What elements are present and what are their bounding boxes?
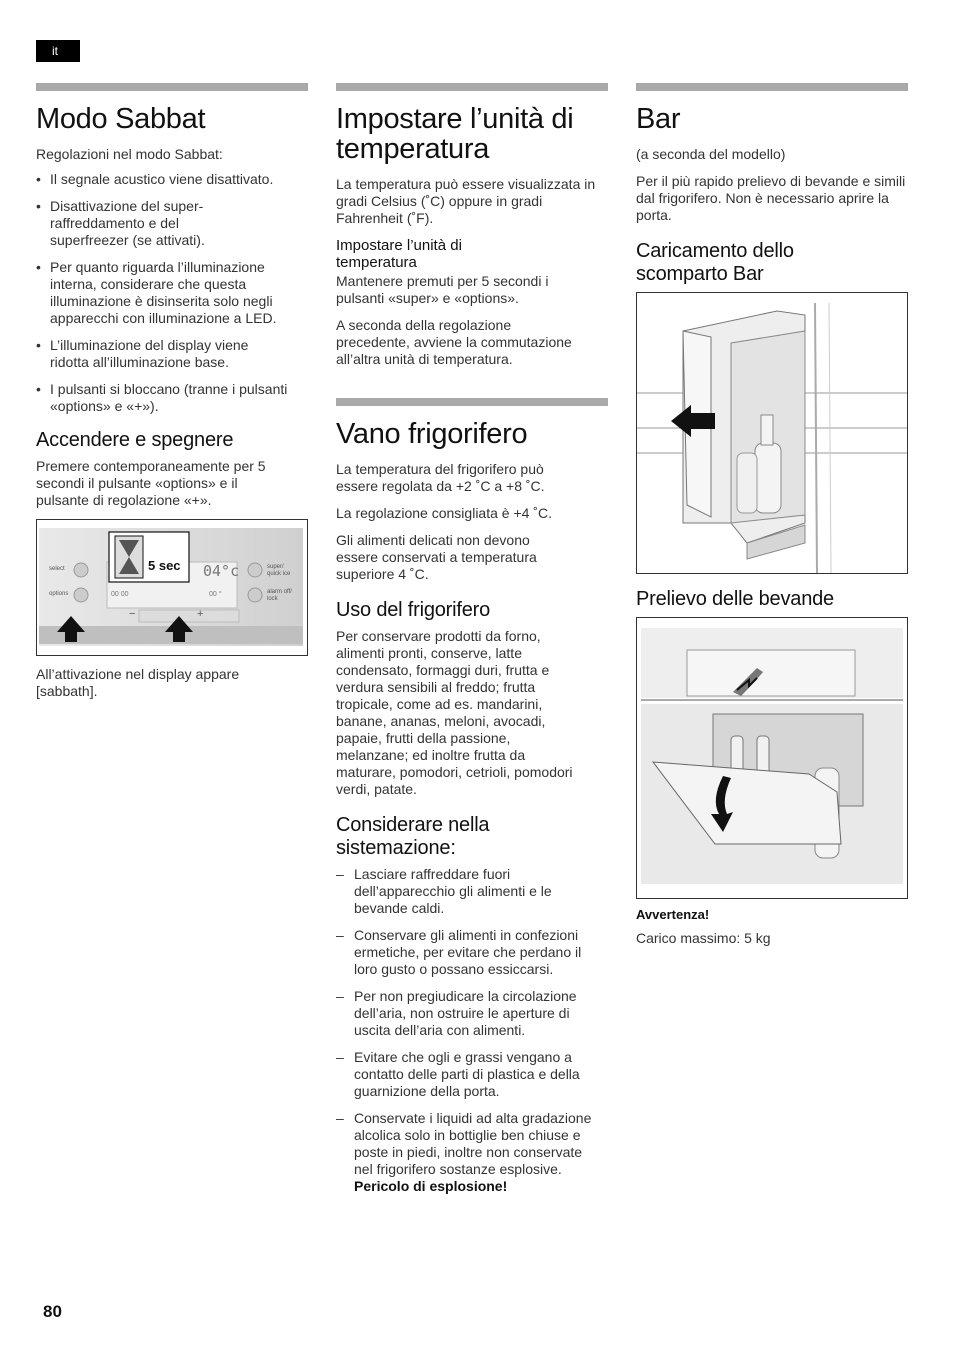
- super-button-label: super/ quick ice: [267, 564, 291, 577]
- control-panel-figure: [36, 519, 308, 656]
- figure-caption: All’attivazione nel display appare [sabbath].: [36, 666, 240, 699]
- list-item: • Disattivazione del super-raffreddamento e del superfreezer (se attivati).: [36, 198, 220, 249]
- list-item: – Lasciare raffreddare fuori dell’apparecchio gli alimenti e le bevande caldi.: [336, 866, 554, 917]
- list-item: • L’illuminazione del display viene ridotta all’illuminazione base.: [36, 337, 290, 371]
- list-item: – Evitare che ogli e grassi vengano a contatto delle parti di plastica e della guarnizione della porta.: [336, 1049, 589, 1100]
- bar-model-note: (a seconda del modello): [636, 146, 786, 162]
- alarm-button-label: alarm off/ lock: [267, 589, 292, 602]
- column-temperatura: [336, 83, 608, 1195]
- drink-removal-illustration: [637, 618, 907, 898]
- section-bar: [336, 398, 608, 406]
- bar-description: Per il più rapido prelievo di bevande e simili dal frigorifero. Non è necessario aprire la porta.: [636, 173, 906, 223]
- list-item: – Per non pregiudicare la circolazione dell’aria, non ostruire le aperture di uscita dell’aria con alimenti.: [336, 988, 608, 1039]
- bar-loading-illustration: [637, 293, 907, 573]
- subtitle-considerare: Considerare nella sistemazione:: [336, 814, 490, 859]
- section-title-vano: Vano frigorifero: [336, 418, 528, 450]
- subtitle-accendere: Accendere e spegnere: [36, 429, 234, 451]
- section-title-modo-sabbat: Modo Sabbat: [36, 103, 206, 135]
- drink-removal-figure: [636, 617, 908, 899]
- note-label: Avvertenza!: [636, 907, 710, 922]
- select-button-label: select: [49, 566, 65, 572]
- column-bar: [636, 83, 908, 957]
- section-title-bar: Bar: [636, 103, 681, 135]
- subtitle-uso: Uso del frigorifero: [336, 599, 491, 621]
- section-bar: [636, 83, 908, 91]
- subtitle-caricamento: Caricamento dello scomparto Bar: [636, 240, 794, 285]
- commutazione-text: A seconda della regolazione precedente, avviene la commutazione all’altra unità di temperatura.: [336, 317, 572, 367]
- vano-text-range: La temperatura del frigorifero può essere regolata da +2 ˚C a +8 ˚C.: [336, 461, 545, 494]
- plus-button: +: [197, 608, 204, 620]
- uso-text: Per conservare prodotti da forno, alimenti pronti, conserve, latte condensato, formaggi duri, frutta e verdura sensibili al freddo; frutta tropicale, come ad es. mandarini, banane, ananas, meloni, avocadi, papaie, frutti della passione, melanzane; ed inoltre frutta da maturare, pomodori, cetrioli, pomodori verdi, patate.: [336, 628, 573, 797]
- readout-left: 00 00: [111, 591, 129, 598]
- impostare-unita-text: Mantenere premuti per 5 secondi i pulsanti «super» e «options».: [336, 273, 549, 306]
- timer-label: 5 sec: [148, 558, 181, 573]
- readout-right: 00 °: [209, 591, 222, 598]
- list-item: • I pulsanti si bloccano (tranne i pulsanti «options» e «+»).: [36, 381, 308, 415]
- list-item-text: Conservate i liquidi ad alta gradazione alcolica solo in bottiglie ben chiuse e poste in piedi, inoltre non conservate nel frigorifero sostanze esplosive.: [354, 1110, 592, 1177]
- list-item: • Per quanto riguarda l’illuminazione interna, considerare che questa illuminazione è disinserita solo negli apparecchi con illuminazione a LED.: [36, 259, 308, 327]
- language-tab: it: [36, 40, 80, 62]
- list-item: – Conservare gli alimenti in confezioni ermetiche, per evitare che perdano il loro gusto o possano essiccarsi.: [336, 927, 608, 978]
- control-panel-illustration: [37, 520, 307, 655]
- page-number: 80: [43, 1302, 62, 1321]
- section-title-unita: Impostare l’unità di temperatura: [336, 103, 574, 165]
- intro-text: Regolazioni nel modo Sabbat:: [36, 146, 223, 162]
- vano-text-delicati: Gli alimenti delicati non devono essere conservati a temperatura superiore 4 ˚C.: [336, 532, 537, 582]
- unita-intro: La temperatura può essere visualizzata in gradi Celsius (˚C) oppure in gradi Fahrenheit (˚F).: [336, 176, 596, 226]
- subtitle-impostare-unita: Impostare l’unità di temperatura: [336, 237, 462, 271]
- bar-loading-figure: [636, 292, 908, 574]
- list-item: • Il segnale acustico viene disattivato.: [36, 171, 308, 188]
- options-button-label: options: [49, 591, 69, 597]
- vano-text-consigliata: La regolazione consigliata è +4 ˚C.: [336, 505, 552, 521]
- section-bar: [36, 83, 308, 91]
- warning-text: Pericolo di esplosione!: [354, 1178, 508, 1194]
- note-text: Carico massimo: 5 kg: [636, 930, 771, 946]
- minus-button: −: [129, 608, 136, 620]
- list-item: [336, 1110, 594, 1195]
- temperature-display: 04°c: [203, 562, 240, 580]
- subtitle-prelievo: Prelievo delle bevande: [636, 588, 834, 610]
- accendere-text: Premere contemporaneamente per 5 secondi il pulsante «options» e il pulsante di regolazione «+».: [36, 458, 266, 508]
- sabbat-bullet-list: [36, 171, 308, 415]
- considerare-list: [336, 866, 608, 1195]
- column-modo-sabbat: [36, 83, 308, 710]
- section-bar: [336, 83, 608, 91]
